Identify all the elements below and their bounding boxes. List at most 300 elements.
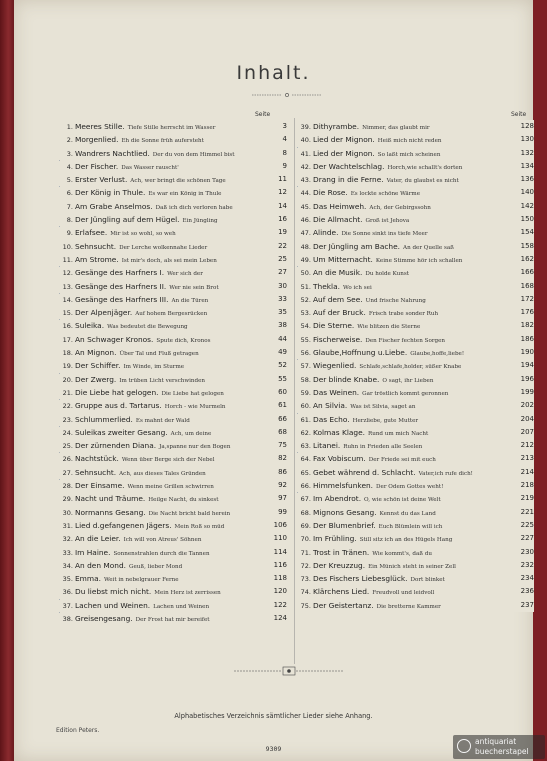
contents-entry <box>297 546 534 559</box>
entry-number: 69. <box>300 521 311 530</box>
contents-entry <box>59 413 287 426</box>
contents-entry <box>297 266 534 279</box>
entry-page: 33 <box>267 293 287 306</box>
entry-page: 218 <box>514 479 534 492</box>
entry-page: 12 <box>267 186 287 199</box>
entry-page: 27 <box>267 266 287 279</box>
entry-first-line: Es war ein König in Thule <box>148 191 222 198</box>
contents-entry <box>59 519 287 532</box>
entry-page: 22 <box>267 240 287 253</box>
entry-title: An Schwager Kronos. <box>75 334 154 344</box>
contents-entry <box>297 346 534 359</box>
entry-number: 52. <box>300 295 311 304</box>
entry-first-line: Mein Roß so müd <box>174 523 225 530</box>
title-ornament <box>252 92 322 98</box>
contents-page <box>14 0 533 761</box>
entry-first-line: Keine Stimme hör ich schallen <box>375 257 463 264</box>
pencil-check-icon <box>59 426 61 436</box>
entry-page: 207 <box>514 426 534 439</box>
entry-first-line: Ruhn in Frieden alle Seelen <box>343 444 423 451</box>
entry-title: Gesänge des Harfners II. <box>75 281 167 291</box>
entry-number: 19. <box>62 362 73 371</box>
entry-first-line: Ach, aus dieses Tales Gründen <box>119 470 206 477</box>
entry-first-line: Lachen und Weinen <box>153 603 210 610</box>
entry-number: 2. <box>66 136 73 145</box>
entry-first-line: Weit in nebelgrauer Ferne <box>103 577 179 584</box>
contents-entry <box>297 599 534 612</box>
contents-entry <box>297 160 534 173</box>
entry-number: 71. <box>300 548 311 557</box>
contents-entry <box>59 546 287 559</box>
entry-title: An die Leier. <box>75 534 121 544</box>
entry-page: 236 <box>514 585 534 598</box>
contents-entry <box>297 492 534 505</box>
entry-number: 67. <box>300 495 311 504</box>
entry-first-line: Herzliebe, gute Mutter <box>352 417 419 424</box>
entry-number: 42. <box>300 162 311 171</box>
entry-title: Lied der Mignon. <box>313 135 375 145</box>
entry-first-line: Ach, der Gebirgssohn <box>369 204 431 211</box>
entry-page: 110 <box>267 532 287 545</box>
entry-title: Alinde. <box>313 228 339 238</box>
entry-page: 219 <box>514 492 534 505</box>
entry-page: 86 <box>267 466 287 479</box>
entry-number: 57. <box>300 362 311 371</box>
entry-number: 18. <box>62 349 73 358</box>
entry-title: Schlummerlied. <box>75 414 133 424</box>
entry-page: 68 <box>267 426 287 439</box>
entry-page: 134 <box>514 160 534 173</box>
contents-entry <box>59 226 287 239</box>
entry-first-line: Was bedeutet die Bewegung <box>107 324 188 331</box>
contents-entry <box>297 559 534 572</box>
pencil-check-icon <box>297 492 299 502</box>
entry-first-line: Wie blitzen die Sterne <box>357 324 421 331</box>
entry-first-line: Vater, du glaubst es nicht <box>386 178 459 185</box>
pencil-check-icon <box>297 147 299 157</box>
page-title: Inhalt. <box>236 62 311 84</box>
entry-page: 132 <box>514 147 534 160</box>
contents-entry <box>59 386 287 399</box>
entry-number: 47. <box>300 229 311 238</box>
contents-entry <box>297 213 534 226</box>
entry-first-line: Das Wasser rauscht' <box>121 164 179 171</box>
entry-number: 75. <box>300 601 311 610</box>
contents-entry <box>59 439 287 452</box>
entry-number: 26. <box>62 455 73 464</box>
entry-title: Gesänge des Harfners III. <box>75 294 169 304</box>
contents-entry <box>297 439 534 452</box>
entry-title: An die Musik. <box>313 268 363 278</box>
contents-entry <box>297 399 534 412</box>
entry-number: 22. <box>62 402 73 411</box>
entry-first-line: Und frische Nahrung <box>365 297 426 304</box>
entry-page: 8 <box>267 147 287 160</box>
contents-list-right <box>297 120 534 612</box>
entry-first-line: Ach, wer bringt die schönen Tage <box>130 178 226 185</box>
entry-number: 62. <box>300 428 311 437</box>
entry-title: Die Liebe hat gelogen. <box>75 387 159 397</box>
entry-first-line: Im trüben Licht verschwinden <box>119 377 206 384</box>
contents-list-left <box>59 120 287 625</box>
entry-number: 58. <box>300 375 311 384</box>
entry-first-line: Wie kommt's, daß du <box>372 550 433 557</box>
entry-first-line: Nimmer, das glaubt mir <box>362 125 430 131</box>
entry-title: Der Alpenjäger. <box>75 308 133 318</box>
entry-page: 196 <box>514 373 534 386</box>
plate-number: 9309 <box>265 745 282 753</box>
entry-first-line: Über Tal und Fluß getragen <box>119 351 199 358</box>
contents-entry <box>297 120 534 133</box>
entry-page: 4 <box>267 133 287 146</box>
entry-first-line: Frisch trabe sonder Ruh <box>368 311 439 318</box>
entry-first-line: Dort blinket <box>410 577 445 584</box>
entry-number: 43. <box>300 176 311 185</box>
entry-first-line: Auf hohem Bergesrücken <box>135 311 208 318</box>
entry-page: 114 <box>267 546 287 559</box>
entry-first-line: Kennst du das Land <box>379 510 436 517</box>
contents-entry <box>59 306 287 319</box>
entry-title: Du liebst mich nicht. <box>75 587 152 597</box>
entry-page: 150 <box>514 213 534 226</box>
entry-title: Fischerweise. <box>313 334 363 344</box>
contents-entry <box>297 506 534 519</box>
contents-entry <box>59 333 287 346</box>
entry-page: 162 <box>514 253 534 266</box>
entry-number: 4. <box>66 162 73 171</box>
pencil-check-icon <box>59 452 61 462</box>
entry-number: 12. <box>62 269 73 278</box>
entry-first-line: Der Lerche wolkennahe Lieder <box>119 244 208 251</box>
entry-first-line: Freudvoll und leidvoll <box>372 590 435 597</box>
entry-first-line: Horch - wie Murmeln <box>164 404 226 411</box>
entry-title: Sehnsucht. <box>75 241 117 251</box>
pencil-check-icon <box>59 319 61 329</box>
entry-title: Am Grabe Anselmos. <box>75 201 153 211</box>
entry-first-line: Ist mir's doch, als sei mein Leben <box>121 257 217 264</box>
entry-number: 23. <box>62 415 73 424</box>
entry-title: Der Geistertanz. <box>313 600 374 610</box>
pencil-check-icon <box>297 413 299 423</box>
entry-first-line: Heilge Nacht, du sinkest <box>148 497 219 504</box>
entry-title: Das Echo. <box>313 414 350 424</box>
entry-page: 120 <box>267 585 287 598</box>
entry-title: Das Heimweh. <box>313 201 367 211</box>
entry-number: 44. <box>300 189 311 198</box>
entry-number: 49. <box>300 255 311 264</box>
entry-first-line: Wo ich sei <box>342 284 372 291</box>
entry-number: 5. <box>66 176 73 185</box>
entry-number: 50. <box>300 269 311 278</box>
contents-entry <box>297 253 534 266</box>
entry-number: 28. <box>62 482 73 491</box>
entry-first-line: Die bretterne Kammer <box>376 603 441 610</box>
entry-page: 82 <box>267 452 287 465</box>
contents-entry <box>297 333 534 346</box>
contents-entry <box>297 452 534 465</box>
contents-entry <box>59 346 287 359</box>
entry-number: 59. <box>300 388 311 397</box>
entry-page: 182 <box>514 319 534 332</box>
entry-page: 14 <box>267 200 287 213</box>
entry-title: Auf dem See. <box>313 294 363 304</box>
entry-title: Lied der Mignon. <box>313 148 375 158</box>
entry-page: 11 <box>267 173 287 186</box>
contents-entry <box>297 572 534 585</box>
entry-first-line: Die Sonne sinkt ins tiefe Meer <box>341 231 428 238</box>
pencil-check-icon <box>59 186 61 196</box>
entry-page: 30 <box>267 280 287 293</box>
entry-first-line: An der Quelle saß <box>403 244 454 251</box>
contents-entry <box>297 532 534 545</box>
contents-entry <box>297 280 534 293</box>
entry-page: 130 <box>514 133 534 146</box>
contents-entry <box>297 413 534 426</box>
entry-number: 16. <box>62 322 73 331</box>
entry-number: 72. <box>300 561 311 570</box>
pencil-check-icon <box>297 186 299 196</box>
entry-title: Gesänge des Harfners I. <box>75 268 165 278</box>
entry-title: Das Weinen. <box>313 387 360 397</box>
entry-page: 190 <box>514 346 534 359</box>
entry-title: Erlafsee. <box>75 228 108 238</box>
entry-number: 70. <box>300 535 311 544</box>
entry-title: Der Zwerg. <box>75 374 117 384</box>
entry-page: 140 <box>514 186 534 199</box>
entry-number: 3. <box>66 149 73 158</box>
entry-first-line: Die Nacht bricht bald herein <box>148 510 231 517</box>
entry-page: 199 <box>514 386 534 399</box>
entry-first-line: An die Türen <box>171 297 209 304</box>
entry-title: Wiegenlied. <box>313 361 357 371</box>
entry-page: 212 <box>514 439 534 452</box>
entry-number: 66. <box>300 482 311 491</box>
pencil-check-icon <box>59 479 61 489</box>
entry-title: Der Blumenbrief. <box>313 520 376 530</box>
entry-number: 7. <box>66 202 73 211</box>
book-spine <box>0 0 14 761</box>
entry-first-line: O, wie schön ist deine Welt <box>364 497 441 504</box>
entry-title: Der Fischer. <box>75 161 119 171</box>
entry-title: Morgenlied. <box>75 135 119 145</box>
entry-title: Die Rose. <box>313 188 348 198</box>
entry-title: Suleikas zweiter Gesang. <box>75 427 168 437</box>
entry-page: 122 <box>267 599 287 612</box>
entry-title: Um Mitternacht. <box>313 254 373 264</box>
entry-page: 19 <box>267 226 287 239</box>
entry-first-line: Heiß mich nicht reden <box>377 138 442 145</box>
entry-page: 214 <box>514 466 534 479</box>
bottom-ornament <box>234 666 344 676</box>
entry-number: 15. <box>62 309 73 318</box>
entry-number: 65. <box>300 468 311 477</box>
entry-title: Gebet während d. Schlacht. <box>313 467 416 477</box>
contents-entry <box>59 160 287 173</box>
entry-title: Der blinde Knabe. <box>313 374 380 384</box>
entry-title: An Mignon. <box>75 348 117 358</box>
entry-page: 128 <box>514 120 534 133</box>
entry-number: 1. <box>66 123 73 131</box>
pencil-check-icon <box>59 599 61 609</box>
contents-entry <box>297 359 534 372</box>
contents-entry <box>59 426 287 439</box>
entry-page: 213 <box>514 452 534 465</box>
entry-title: Nachtstück. <box>75 454 119 464</box>
entry-number: 30. <box>62 508 73 517</box>
contents-entry <box>59 266 287 279</box>
contents-entry <box>297 200 534 213</box>
pencil-check-icon <box>59 399 61 409</box>
contents-entry <box>59 532 287 545</box>
entry-first-line: Wer nie sein Brot <box>169 284 219 291</box>
contents-entry <box>59 280 287 293</box>
entry-number: 61. <box>300 415 311 424</box>
entry-number: 27. <box>62 468 73 477</box>
entry-title: Glaube,Hoffnung u.Liebe. <box>313 348 408 358</box>
entry-page: 60 <box>267 386 287 399</box>
entry-title: Gruppe aus d. Tartarus. <box>75 401 162 411</box>
entry-first-line: Ein Münich steht in seiner Zell <box>368 563 456 570</box>
pencil-check-icon <box>59 612 61 622</box>
contents-entry <box>59 492 287 505</box>
entry-first-line: Mir ist so wohl, so weh <box>110 231 176 238</box>
entry-first-line: Es lockte schöne Wärme <box>350 191 421 198</box>
entry-page: 194 <box>514 359 534 372</box>
entry-number: 48. <box>300 242 311 251</box>
watermark-badge <box>453 735 545 759</box>
contents-entry <box>59 466 287 479</box>
entry-title: Sehnsucht. <box>75 467 117 477</box>
entry-page: 61 <box>267 399 287 412</box>
contents-entry <box>59 599 287 612</box>
entry-title: Am Strome. <box>75 254 119 264</box>
entry-number: 8. <box>66 216 73 225</box>
entry-title: Nacht und Träume. <box>75 494 146 504</box>
entry-first-line: Wenn meine Grillen schwirren <box>127 484 214 491</box>
entry-first-line: Der Odem Gottes weht! <box>376 484 444 491</box>
entry-page: 75 <box>267 439 287 452</box>
contents-entry <box>297 466 534 479</box>
contents-entry <box>297 373 534 386</box>
entry-page: 204 <box>514 413 534 426</box>
entry-page: 124 <box>267 612 287 625</box>
entry-title: An den Mond. <box>75 560 126 570</box>
entry-number: 13. <box>62 282 73 291</box>
entry-first-line: Geuß, lieber Mond <box>128 563 183 570</box>
entry-title: Thekla. <box>313 281 340 291</box>
entry-first-line: Gar tröstlich kommt geronnen <box>362 390 449 397</box>
pencil-check-icon <box>297 452 299 462</box>
entry-title: Im Frühling. <box>313 534 357 544</box>
column-divider <box>294 118 295 664</box>
entry-number: 56. <box>300 349 311 358</box>
contents-entry <box>59 399 287 412</box>
contents-entry <box>59 585 287 598</box>
entry-page: 227 <box>514 532 534 545</box>
entry-title: Im Haine. <box>75 547 111 557</box>
entry-number: 40. <box>300 136 311 145</box>
entry-first-line: So laßt mich scheinen <box>377 151 441 158</box>
entry-first-line: Den Fischer fechten Sorgen <box>365 337 445 344</box>
entry-first-line: Was ist Silvia, saget an <box>350 404 416 411</box>
contents-entry <box>297 426 534 439</box>
entry-number: 36. <box>62 588 73 597</box>
entry-number: 60. <box>300 402 311 411</box>
entry-title: Der Schiffer. <box>75 361 121 371</box>
contents-entry <box>297 133 534 146</box>
contents-entry <box>297 585 534 598</box>
entry-number: 39. <box>300 123 311 131</box>
entry-page: 52 <box>267 359 287 372</box>
entry-page: 234 <box>514 572 534 585</box>
contents-entry <box>297 240 534 253</box>
pencil-check-icon <box>59 160 61 170</box>
entry-number: 37. <box>62 601 73 610</box>
entry-page: 142 <box>514 200 534 213</box>
pencil-check-icon <box>59 226 61 236</box>
entry-page: 172 <box>514 293 534 306</box>
contents-entry <box>59 559 287 572</box>
entry-title: Dithyrambe. <box>313 122 360 131</box>
entry-title: Der Jüngling am Bache. <box>313 241 401 251</box>
contents-entry <box>297 186 534 199</box>
entry-title: Fax Vobiscum. <box>313 454 366 464</box>
entry-title: Meeres Stille. <box>75 122 125 131</box>
pencil-check-icon <box>59 373 61 383</box>
pencil-check-icon <box>297 359 299 369</box>
entry-number: 10. <box>62 242 73 251</box>
entry-number: 32. <box>62 535 73 544</box>
entry-number: 14. <box>62 295 73 304</box>
entry-first-line: Wenn über Berge sich der Nebel <box>121 457 215 464</box>
pencil-check-icon <box>59 266 61 276</box>
entry-title: Lied d.gefangenen Jägers. <box>75 520 172 530</box>
entry-number: 29. <box>62 495 73 504</box>
entry-title: Die Allmacht. <box>313 215 363 225</box>
entry-page: 16 <box>267 213 287 226</box>
entry-first-line: Wer sich der <box>167 271 203 278</box>
contents-entry <box>59 572 287 585</box>
contents-entry <box>59 253 287 266</box>
entry-page: 38 <box>267 319 287 332</box>
contents-entry <box>59 293 287 306</box>
contents-entry <box>297 226 534 239</box>
entry-title: Des Fischers Liebesglück. <box>313 574 408 584</box>
entry-number: 64. <box>300 455 311 464</box>
entry-page: 92 <box>267 479 287 492</box>
pencil-check-icon <box>297 266 299 276</box>
contents-entry <box>59 612 287 625</box>
entry-title: Normanns Gesang. <box>75 507 146 517</box>
entry-first-line: Mein Herz ist zerrissen <box>154 590 221 597</box>
contents-entry <box>59 186 287 199</box>
entry-first-line: Groß ist Jehova <box>365 218 410 225</box>
entry-first-line: Ein Jüngling <box>182 218 218 225</box>
contents-entry <box>59 213 287 226</box>
entry-title: Greisengesang. <box>75 613 133 623</box>
entry-number: 74. <box>300 588 311 597</box>
entry-title: Der König in Thule. <box>75 188 146 198</box>
index-note: Alphabetisches Verzeichnis sämtlicher Lieder siehe Anhang. <box>174 712 373 720</box>
entry-number: 21. <box>62 388 73 397</box>
entry-first-line: Der Frost hat mir bereifet <box>135 616 210 623</box>
entry-first-line: Spute dich, Kronos <box>156 337 211 344</box>
contents-entry <box>297 306 534 319</box>
entry-page: 118 <box>267 572 287 585</box>
entry-number: 41. <box>300 149 311 158</box>
entry-first-line: Du holde Kunst <box>365 271 410 278</box>
entry-title: Lachen und Weinen. <box>75 600 151 610</box>
